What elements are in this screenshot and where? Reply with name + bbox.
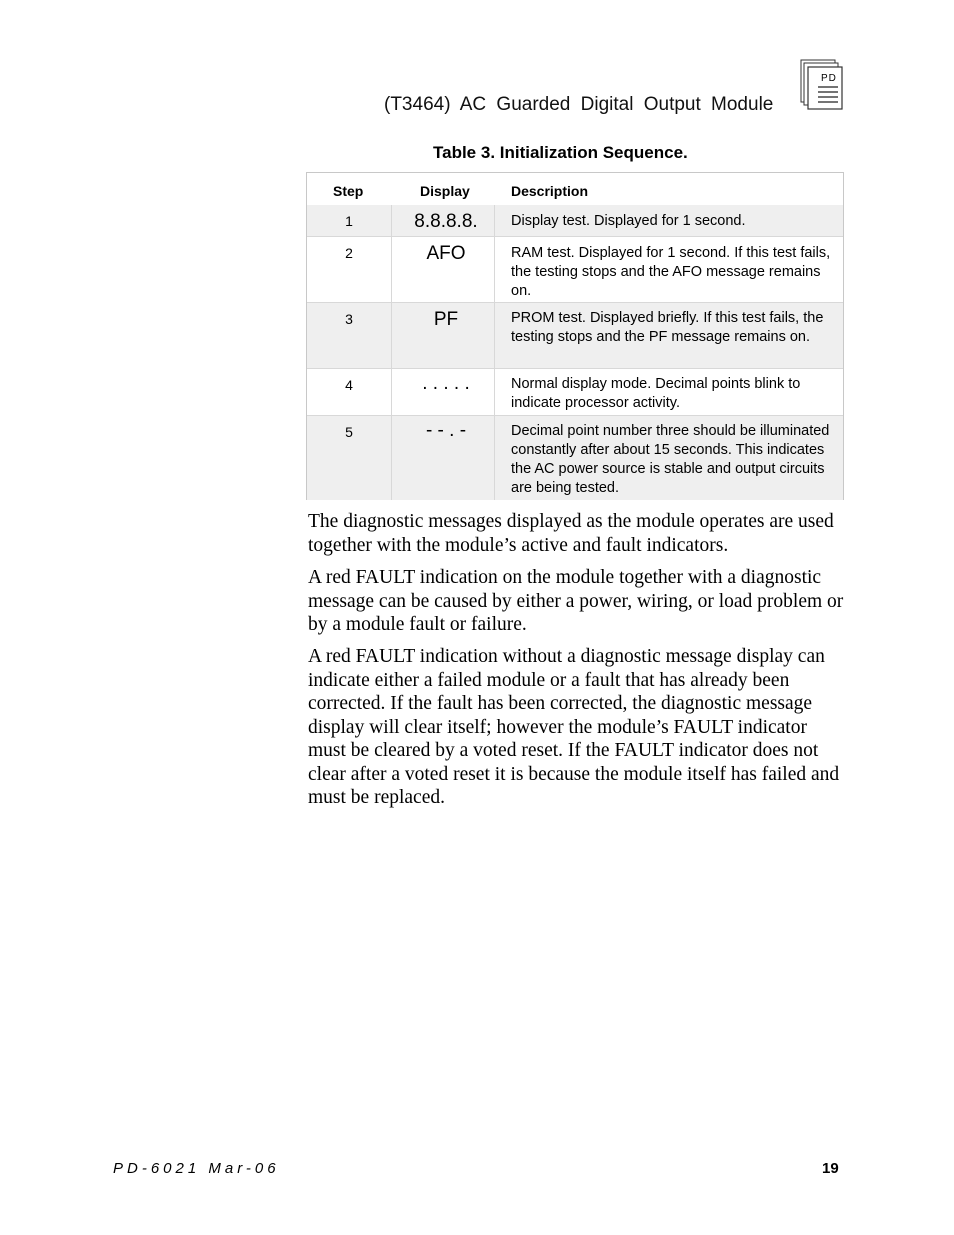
column-header-description: Description [511, 183, 589, 199]
display-cell: PF [433, 309, 459, 330]
page-number: 19 [822, 1160, 839, 1177]
display-cell: AFO [426, 243, 466, 264]
page-header-title: (T3464) AC Guarded Digital Output Module [384, 94, 774, 115]
table-row [307, 369, 843, 416]
display-cell: - - . - [425, 420, 467, 441]
step-cell: 1 [345, 213, 353, 229]
table-row [307, 237, 843, 303]
body-paragraph: A red FAULT indication without a diagnostic message display can indicate either a failed module or a fault that has already been corrected. If the fault has been corrected, the diagnostic message display will clear itself; however the module’s FAULT indicator must be cleared by a voted reset. If the FAULT indicator does not clear after a voted reset it is because the module itself has failed and must be replaced. [308, 646, 840, 808]
table-caption: Table 3. Initialization Sequence. [433, 143, 688, 162]
table-row [307, 416, 843, 500]
body-paragraph: The diagnostic messages displayed as the module operates are used together with the module’s active and fault indicators. [308, 511, 834, 556]
column-divider [391, 205, 392, 500]
step-cell: 5 [345, 424, 353, 440]
column-header-display: Display [420, 183, 470, 199]
step-cell: 2 [345, 245, 353, 261]
display-cell: . . . . . [422, 373, 470, 394]
footer-doc-id: PD-6021 Mar-06 [113, 1160, 280, 1177]
column-divider [494, 205, 495, 500]
document-stack-icon [800, 59, 844, 111]
table-row [307, 303, 843, 369]
description-cell: Display test. Displayed for 1 second. [511, 213, 746, 229]
body-paragraph: A red FAULT indication on the module together with a diagnostic message can be caused by either a power, wiring, or load problem or by a module fault or failure. [308, 567, 844, 635]
display-cell: 8.8.8.8. [414, 211, 478, 232]
description-cell: RAM test. Displayed for 1 second. If this test fails, the testing stops and the AFO message remains on. [511, 245, 831, 299]
step-cell: 3 [345, 311, 353, 327]
description-cell: Decimal point number three should be illuminated constantly after about 15 seconds. This indicates the AC power source is stable and output circuits are being tested. [511, 423, 830, 496]
table-row [307, 205, 843, 237]
description-cell: PROM test. Displayed briefly. If this test fails, the testing stops and the PF message remains on. [511, 310, 824, 345]
step-cell: 4 [345, 377, 353, 393]
column-header-step: Step [333, 183, 364, 199]
document-icon-label: PD [821, 73, 837, 84]
table-header-row [307, 173, 843, 206]
description-cell: Normal display mode. Decimal points blink to indicate processor activity. [511, 376, 801, 411]
initialization-table [306, 172, 844, 500]
